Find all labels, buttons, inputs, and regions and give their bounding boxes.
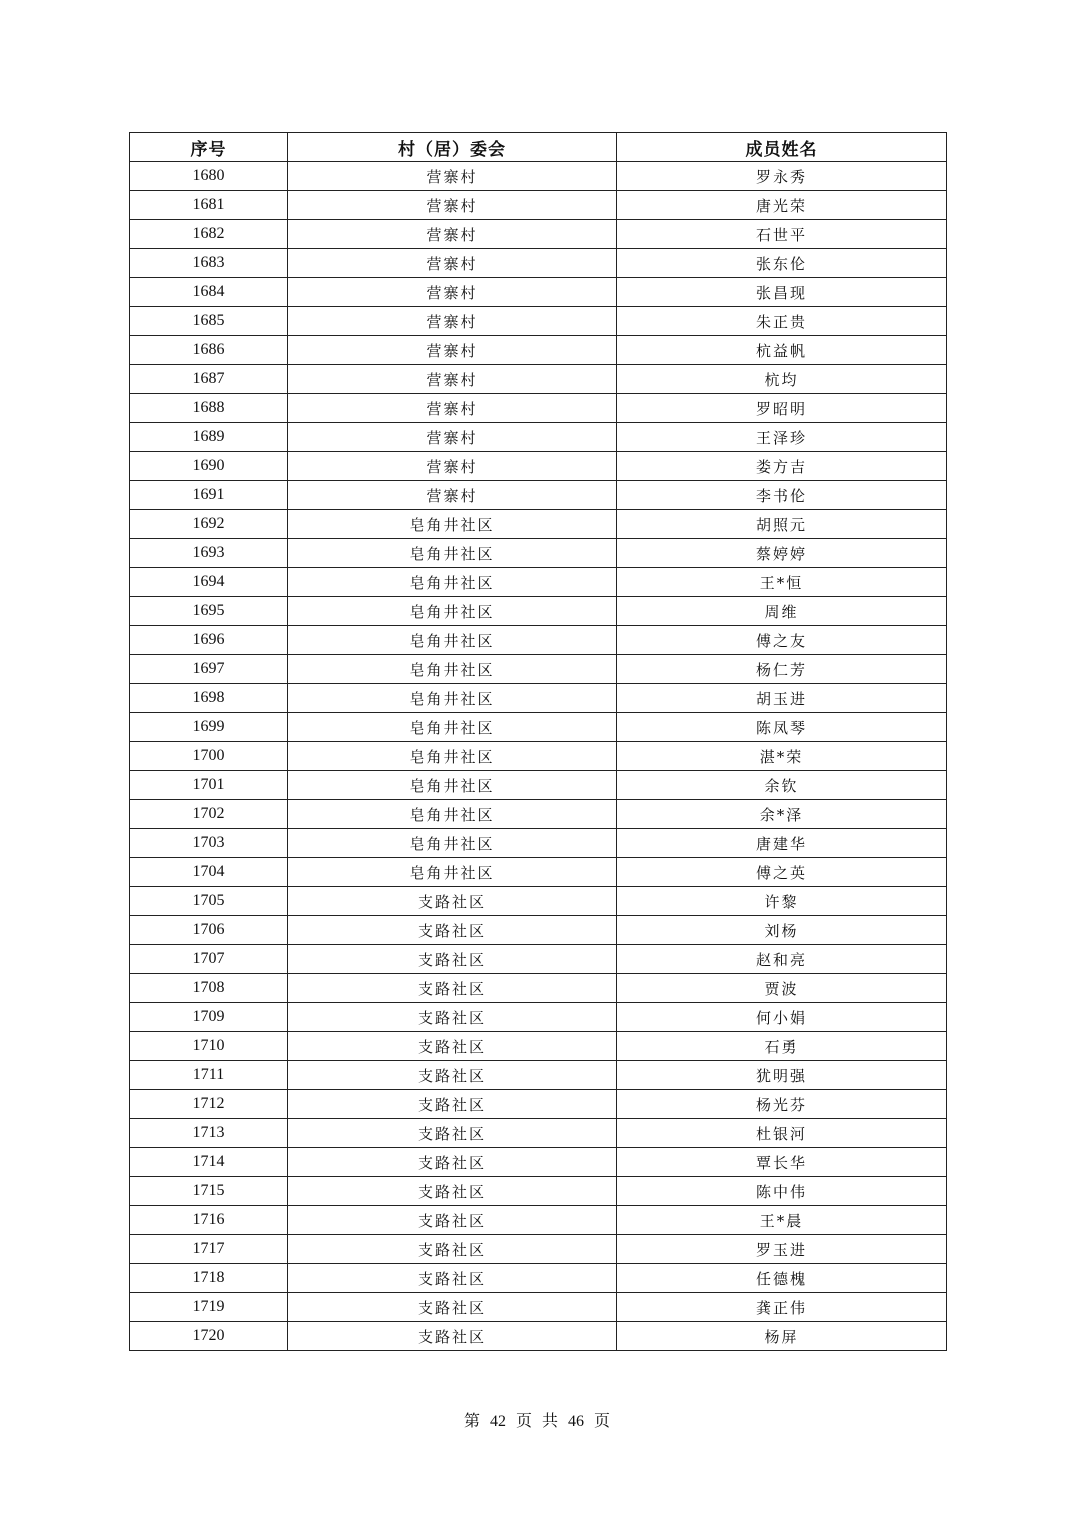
cell-member-name: 任德槐 xyxy=(617,1264,947,1293)
header-serial-number: 序号 xyxy=(130,133,288,162)
table-row xyxy=(130,597,947,626)
cell-committee: 支路社区 xyxy=(288,1119,617,1148)
cell-member-name: 唐建华 xyxy=(617,829,947,858)
cell-member-name: 娄方吉 xyxy=(617,452,947,481)
cell-serial-number: 1702 xyxy=(130,800,288,829)
cell-committee: 皂角井社区 xyxy=(288,713,617,742)
table-row xyxy=(130,278,947,307)
cell-committee: 皂角井社区 xyxy=(288,742,617,771)
cell-serial-number: 1711 xyxy=(130,1061,288,1090)
table-row xyxy=(130,220,947,249)
cell-serial-number: 1717 xyxy=(130,1235,288,1264)
cell-member-name: 杭均 xyxy=(617,365,947,394)
table-row xyxy=(130,974,947,1003)
cell-committee: 支路社区 xyxy=(288,1032,617,1061)
table-row xyxy=(130,1322,947,1351)
cell-committee: 支路社区 xyxy=(288,1148,617,1177)
table-row xyxy=(130,1235,947,1264)
table-row xyxy=(130,655,947,684)
header-member-name: 成员姓名 xyxy=(617,133,947,162)
cell-member-name: 刘杨 xyxy=(617,916,947,945)
cell-serial-number: 1697 xyxy=(130,655,288,684)
cell-committee: 支路社区 xyxy=(288,1235,617,1264)
table-row xyxy=(130,713,947,742)
table-row xyxy=(130,800,947,829)
cell-serial-number: 1720 xyxy=(130,1322,288,1351)
cell-serial-number: 1700 xyxy=(130,742,288,771)
cell-member-name: 杨屏 xyxy=(617,1322,947,1351)
cell-committee: 营寨村 xyxy=(288,162,617,191)
table-row xyxy=(130,945,947,974)
cell-committee: 皂角井社区 xyxy=(288,539,617,568)
cell-committee: 皂角井社区 xyxy=(288,626,617,655)
cell-member-name: 石世平 xyxy=(617,220,947,249)
cell-serial-number: 1692 xyxy=(130,510,288,539)
cell-serial-number: 1704 xyxy=(130,858,288,887)
cell-committee: 皂角井社区 xyxy=(288,684,617,713)
cell-member-name: 赵和亮 xyxy=(617,945,947,974)
cell-member-name: 陈凤琴 xyxy=(617,713,947,742)
table-row xyxy=(130,510,947,539)
cell-member-name: 王*恒 xyxy=(617,568,947,597)
cell-serial-number: 1715 xyxy=(130,1177,288,1206)
cell-member-name: 李书伦 xyxy=(617,481,947,510)
cell-member-name: 唐光荣 xyxy=(617,191,947,220)
cell-serial-number: 1685 xyxy=(130,307,288,336)
cell-member-name: 犹明强 xyxy=(617,1061,947,1090)
cell-serial-number: 1719 xyxy=(130,1293,288,1322)
cell-member-name: 杭益帆 xyxy=(617,336,947,365)
cell-committee: 营寨村 xyxy=(288,307,617,336)
cell-committee: 支路社区 xyxy=(288,1264,617,1293)
cell-committee: 营寨村 xyxy=(288,394,617,423)
cell-committee: 皂角井社区 xyxy=(288,771,617,800)
table-row xyxy=(130,1090,947,1119)
cell-serial-number: 1705 xyxy=(130,887,288,916)
cell-serial-number: 1709 xyxy=(130,1003,288,1032)
table-header xyxy=(130,133,947,162)
cell-member-name: 杨仁芳 xyxy=(617,655,947,684)
table-row xyxy=(130,1177,947,1206)
cell-serial-number: 1680 xyxy=(130,162,288,191)
table-row xyxy=(130,568,947,597)
table-row xyxy=(130,626,947,655)
cell-member-name: 周维 xyxy=(617,597,947,626)
cell-member-name: 张东伦 xyxy=(617,249,947,278)
cell-member-name: 傅之友 xyxy=(617,626,947,655)
cell-serial-number: 1718 xyxy=(130,1264,288,1293)
cell-member-name: 蔡婷婷 xyxy=(617,539,947,568)
header-committee: 村（居）委会 xyxy=(288,133,617,162)
cell-committee: 营寨村 xyxy=(288,481,617,510)
cell-committee: 支路社区 xyxy=(288,945,617,974)
cell-committee: 营寨村 xyxy=(288,336,617,365)
cell-member-name: 余钦 xyxy=(617,771,947,800)
cell-committee: 营寨村 xyxy=(288,278,617,307)
cell-member-name: 杜银河 xyxy=(617,1119,947,1148)
cell-committee: 营寨村 xyxy=(288,423,617,452)
cell-member-name: 王*晨 xyxy=(617,1206,947,1235)
cell-committee: 支路社区 xyxy=(288,1177,617,1206)
cell-serial-number: 1699 xyxy=(130,713,288,742)
cell-committee: 营寨村 xyxy=(288,452,617,481)
table-row xyxy=(130,191,947,220)
table-row xyxy=(130,394,947,423)
cell-serial-number: 1707 xyxy=(130,945,288,974)
cell-member-name: 余*泽 xyxy=(617,800,947,829)
cell-member-name: 罗昭明 xyxy=(617,394,947,423)
cell-serial-number: 1706 xyxy=(130,916,288,945)
cell-member-name: 张昌现 xyxy=(617,278,947,307)
cell-member-name: 许黎 xyxy=(617,887,947,916)
member-roster-table xyxy=(129,132,947,1351)
cell-member-name: 朱正贵 xyxy=(617,307,947,336)
cell-committee: 皂角井社区 xyxy=(288,800,617,829)
cell-committee: 营寨村 xyxy=(288,191,617,220)
cell-serial-number: 1689 xyxy=(130,423,288,452)
cell-serial-number: 1701 xyxy=(130,771,288,800)
table-row xyxy=(130,1061,947,1090)
cell-serial-number: 1691 xyxy=(130,481,288,510)
cell-serial-number: 1696 xyxy=(130,626,288,655)
cell-member-name: 胡照元 xyxy=(617,510,947,539)
cell-serial-number: 1708 xyxy=(130,974,288,1003)
table-row xyxy=(130,742,947,771)
cell-member-name: 罗永秀 xyxy=(617,162,947,191)
cell-committee: 营寨村 xyxy=(288,365,617,394)
cell-member-name: 王泽珍 xyxy=(617,423,947,452)
table-row xyxy=(130,887,947,916)
cell-committee: 支路社区 xyxy=(288,1322,617,1351)
cell-serial-number: 1687 xyxy=(130,365,288,394)
header-row xyxy=(130,133,947,162)
cell-committee: 皂角井社区 xyxy=(288,858,617,887)
cell-committee: 支路社区 xyxy=(288,1293,617,1322)
cell-serial-number: 1695 xyxy=(130,597,288,626)
table-row xyxy=(130,1003,947,1032)
cell-committee: 支路社区 xyxy=(288,974,617,1003)
cell-committee: 支路社区 xyxy=(288,1090,617,1119)
table-row xyxy=(130,1293,947,1322)
table-row xyxy=(130,771,947,800)
cell-member-name: 胡玉进 xyxy=(617,684,947,713)
cell-committee: 支路社区 xyxy=(288,916,617,945)
cell-member-name: 傅之英 xyxy=(617,858,947,887)
table-row xyxy=(130,916,947,945)
cell-serial-number: 1688 xyxy=(130,394,288,423)
cell-serial-number: 1681 xyxy=(130,191,288,220)
cell-serial-number: 1690 xyxy=(130,452,288,481)
table-row xyxy=(130,162,947,191)
cell-serial-number: 1694 xyxy=(130,568,288,597)
cell-serial-number: 1686 xyxy=(130,336,288,365)
table-row xyxy=(130,307,947,336)
table-row xyxy=(130,365,947,394)
table-row xyxy=(130,423,947,452)
cell-serial-number: 1712 xyxy=(130,1090,288,1119)
table-row xyxy=(130,249,947,278)
cell-member-name: 罗玉进 xyxy=(617,1235,947,1264)
table-row xyxy=(130,829,947,858)
cell-committee: 营寨村 xyxy=(288,249,617,278)
cell-member-name: 石勇 xyxy=(617,1032,947,1061)
cell-member-name: 何小娟 xyxy=(617,1003,947,1032)
cell-committee: 支路社区 xyxy=(288,1206,617,1235)
cell-member-name: 湛*荣 xyxy=(617,742,947,771)
cell-committee: 皂角井社区 xyxy=(288,568,617,597)
cell-member-name: 杨光芬 xyxy=(617,1090,947,1119)
cell-serial-number: 1684 xyxy=(130,278,288,307)
table-row xyxy=(130,481,947,510)
cell-serial-number: 1698 xyxy=(130,684,288,713)
cell-committee: 皂角井社区 xyxy=(288,655,617,684)
table-row xyxy=(130,858,947,887)
cell-committee: 支路社区 xyxy=(288,887,617,916)
cell-member-name: 龚正伟 xyxy=(617,1293,947,1322)
table-row xyxy=(130,452,947,481)
table-row xyxy=(130,539,947,568)
cell-committee: 皂角井社区 xyxy=(288,597,617,626)
cell-member-name: 陈中伟 xyxy=(617,1177,947,1206)
cell-serial-number: 1714 xyxy=(130,1148,288,1177)
cell-committee: 支路社区 xyxy=(288,1061,617,1090)
table-row xyxy=(130,1264,947,1293)
table-row xyxy=(130,1119,947,1148)
cell-serial-number: 1703 xyxy=(130,829,288,858)
cell-committee: 皂角井社区 xyxy=(288,510,617,539)
table-body xyxy=(130,162,947,1351)
cell-committee: 支路社区 xyxy=(288,1003,617,1032)
cell-serial-number: 1693 xyxy=(130,539,288,568)
cell-committee: 营寨村 xyxy=(288,220,617,249)
table-row xyxy=(130,684,947,713)
table-row xyxy=(130,1148,947,1177)
cell-serial-number: 1683 xyxy=(130,249,288,278)
cell-committee: 皂角井社区 xyxy=(288,829,617,858)
table-row xyxy=(130,1206,947,1235)
cell-serial-number: 1710 xyxy=(130,1032,288,1061)
cell-member-name: 覃长华 xyxy=(617,1148,947,1177)
cell-serial-number: 1713 xyxy=(130,1119,288,1148)
page-footer: 第 42 页 共 46 页 xyxy=(463,1413,610,1430)
cell-member-name: 贾波 xyxy=(617,974,947,1003)
table-row xyxy=(130,1032,947,1061)
table-row xyxy=(130,336,947,365)
cell-serial-number: 1682 xyxy=(130,220,288,249)
cell-serial-number: 1716 xyxy=(130,1206,288,1235)
